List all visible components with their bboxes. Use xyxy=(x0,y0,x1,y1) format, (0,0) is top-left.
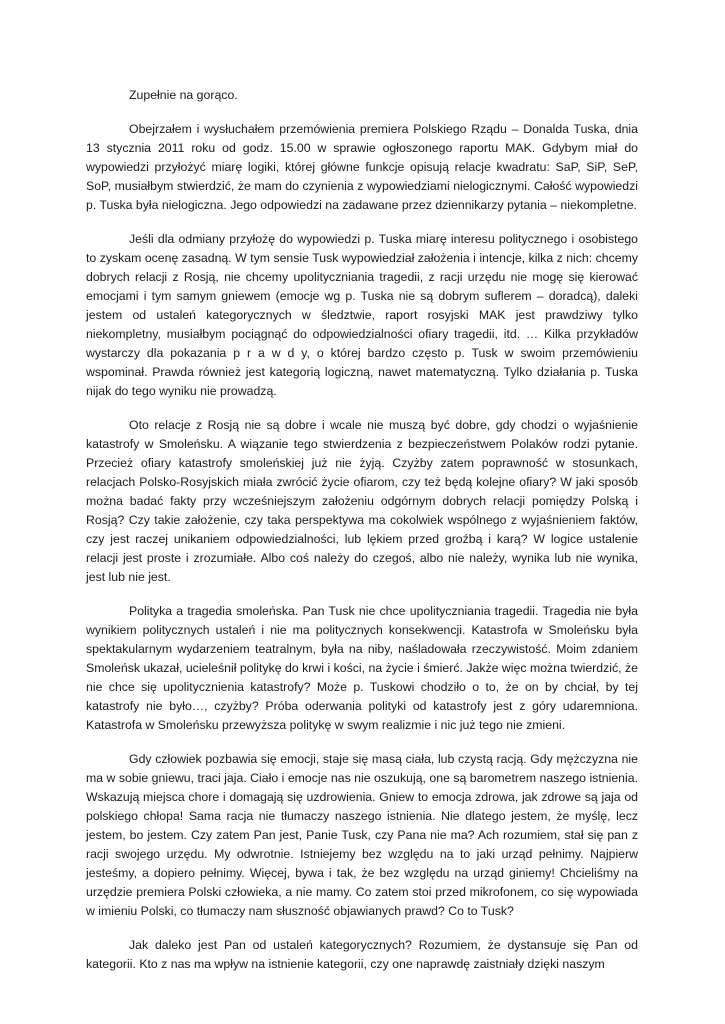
paragraph-2: Jeśli dla odmiany przyłożę do wypowiedzi p. Tuska miarę interesu politycznego i osobistego to zyskam ocenę zasadną. W tym sensie Tusk wypowiedział założenia i intencje, kilka z nich: chcemy dobrych relacji z Rosją, nie chcemy upolityczniania tragedii, z racji urzędu nie mogę się kierować emocjami i tym samym gniewem (emocje wg p. Tuska nie są dobrym suflerem – doradcą), daleki jestem od ustaleń kategorycznych w śledztwie, raport rosyjski MAK jest prawdziwy tylko niekompletny, musiałbym pociągnąć do odpowiedzialności ofiary tragedii, itd. … Kilka przykładów wystarczy dla pokazania p r a w d y, o której bardzo często p. Tusk w swoim przemówieniu wspominał. Prawda również jest kategorią logiczną, nawet matematyczną. Tylko działania p. Tuska nijak do tego wyniku nie prowadzą. xyxy=(86,232,638,398)
paragraph-6: Jak daleko jest Pan od ustaleń kategorycznych? Rozumiem, że dystansuje się Pan od kategorii. Kto z nas ma wpływ na istnienie kategorii, czy one naprawdę zaistniały dzięki naszym xyxy=(86,938,638,971)
paragraph-1: Obejrzałem i wysłuchałem przemówienia premiera Polskiego Rządu – Donalda Tuska, dnia 13 stycznia 2011 roku od godz. 15.00 w sprawie ogłoszonego raportu MAK. Gdybym miał do wypowiedzi przyłożyć miarę logiki, której główne funkcje opisują relacje kwadratu: SaP, SiP, SeP, SoP, musiałbym stwierdzić, że mam do czynienia z wypowiedziami nielogicznymi. Całość wypowiedzi p. Tuska była nielogiczna. Jego odpowiedzi na zadawane przez dziennikarzy pytania – niekompletne. xyxy=(86,122,638,212)
paragraph-3: Oto relacje z Rosją nie są dobre i wcale nie muszą być dobre, gdy chodzi o wyjaśnienie katastrofy w Smoleńsku. A wiązanie tego stwierdzenia z bezpieczeństwem Polaków rodzi pytanie. Przecież ofiary katastrofy smoleńskiej już nie żyją. Czyżby zatem poprawność w stosunkach, relacjach Polsko-Rosyjskich miała zwrócić życie ofiarom, czy też będą kolejne ofiary? W jaki sposób można badać fakty przy wcześniejszym założeniu odgórnym dobrych relacji pomiędzy Polską i Rosją? Czy takie założenie, czy taka perspektywa ma cokolwiek wspólnego z wyjaśnieniem faktów, czy jest raczej unikaniem odpowiedzialności, lub lękiem przed groźbą i karą? W logice ustalenie relacji jest proste i zrozumiałe. Albo coś należy do czegoś, albo nie należy, wynika lub nie wynika, jest lub nie jest. xyxy=(86,418,638,584)
paragraph-5: Gdy człowiek pozbawia się emocji, staje się masą ciała, lub czystą racją. Gdy mężczyzna nie ma w sobie gniewu, traci jaja. Ciało i emocje nas nie oszukują, one są barometrem naszego istnienia. Wskazują miejsca chore i domagają się uzdrowienia. Gniew to emocja zdrowa, jak zdrowe są jaja od polskiego chłopa! Sama racja nie tłumaczy naszego istnienia. Nie dlatego jestem, że myślę, lecz jestem, bo jestem. Czy zatem Pan jest, Panie Tusk, czy Pana nie ma? Ach rozumiem, stał się pan z racji swojego urzędu. My odwrotnie. Istniejemy bez względu na to jaki urząd pełnimy. Najpierw jesteśmy, a dopiero pełnimy. Więcej, bywa i tak, że bez względu na urząd giniemy! Chcieliśmy na urzędzie premiera Polski człowieka, a nie mamy. Co zatem stoi przed mikrofonem, co się wypowiada w imieniu Polski, co tłumaczy nam słuszność objawianych prawd? Co to Tusk? xyxy=(86,752,638,918)
document-page xyxy=(86,86,638,989)
paragraph-4: Polityka a tragedia smoleńska. Pan Tusk nie chce upolityczniania tragedii. Tragedia nie była wynikiem politycznych ustaleń i nie ma politycznych konsekwencji. Katastrofa w Smoleńsku była spektakularnym wydarzeniem teatralnym, była na niby, naśladowała rzeczywistość. Moim zdaniem Smoleńsk ukazał, ucieleśnił politykę do krwi i kości, na życie i śmierć. Jakże więc można twierdzić, że nie chce się upolitycznienia katastrofy? Może p. Tuskowi chodziło o to, że on by chciał, by tej katastrofy nie było…, czyżby? Próba oderwania polityki od katastrofy jest z góry udaremniona. Katastrofa w Smoleńsku przewyższa politykę w swym realizmie i nic już tego nie zmieni. xyxy=(86,604,638,732)
document-title: Zupełnie na gorąco. xyxy=(129,88,238,102)
